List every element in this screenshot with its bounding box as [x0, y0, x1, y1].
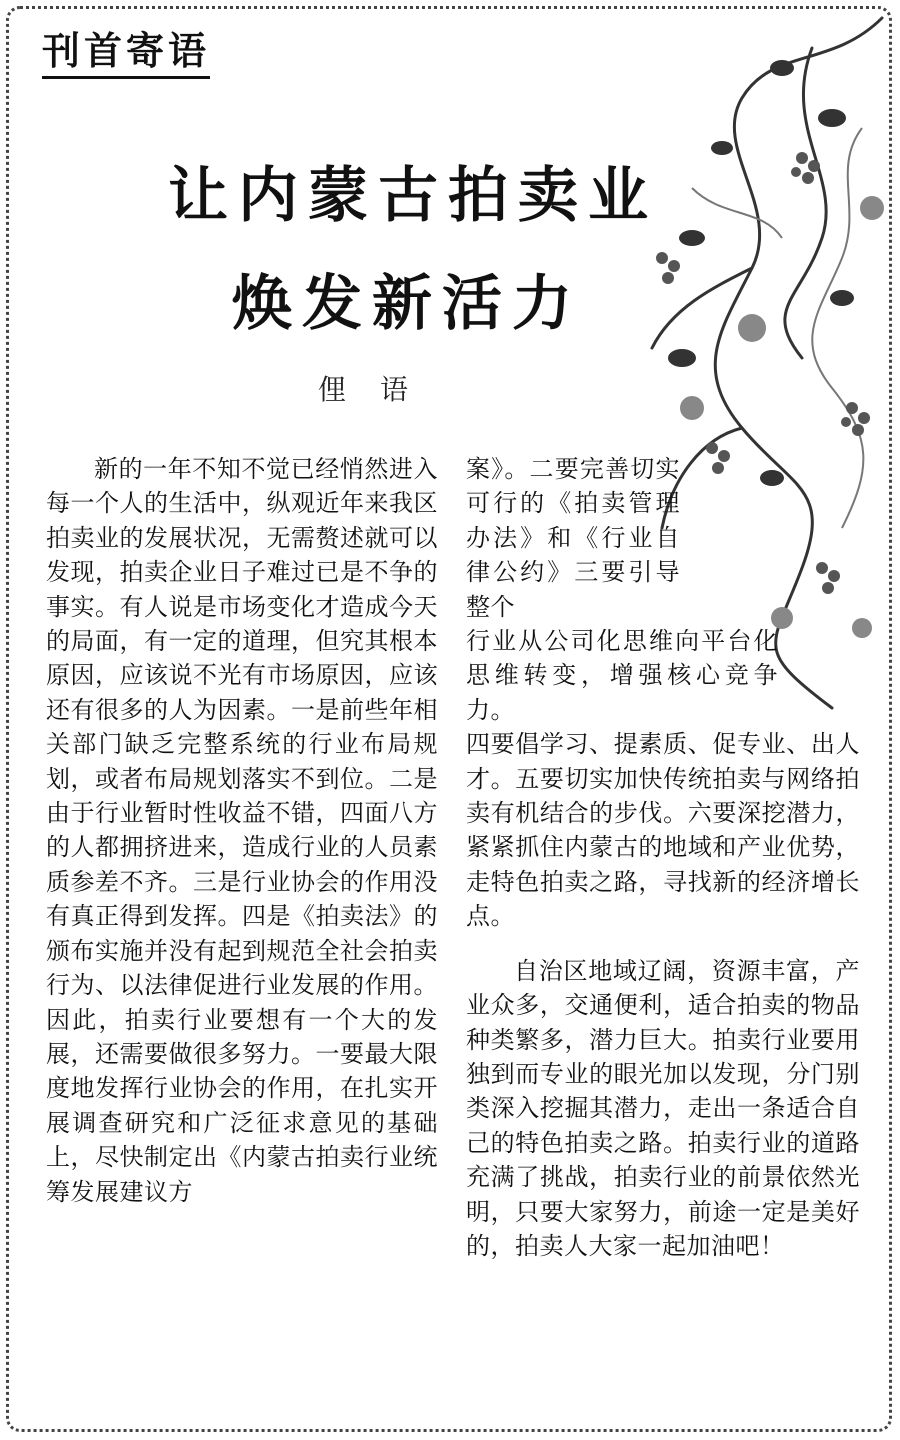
- body-right-narrow-1: 案》。二要完善切实可行的《拍卖管理办法》和《行业自律公约》三要引导整个: [466, 455, 680, 621]
- column-label: 刊首寄语: [42, 32, 210, 79]
- body-left-column: 新的一年不知不觉已经悄然进入每一个人的生活中，纵观近年来我区拍卖业的发展状况，无需赘述就可以发现，拍卖企业日子难过已是不争的事实。有人说是市场变化才造成今天的局面，有一定的道理，但究其根本原因，应该说不光有市场原因，应该还有很多的人为因素。一是前些年相关部门缺乏完整系统的行业布局规划，或者布局规划落实不到位。二是由于行业暂时性收益不错，四面八方的人都拥挤进来，造成行业的人员素质参差不齐。三是行业协会的作用没有真正得到发挥。四是《拍卖法》的颁布实施并没有起到规范全社会拍卖行为、以法律促进行业发展的作用。因此，拍卖行业要想有一个大的发展，还需要做很多努力。一要最大限度地发挥行业协会的作用，在扎实开展调查研究和广泛征求意见的基础上，尽快制定出《内蒙古拍卖行业统筹发展建议方: [46, 455, 438, 1206]
- article-title-line-2: 焕发新活力: [232, 269, 582, 339]
- body-right-full-1: 四要倡学习、提素质、促专业、出人才。五要切实加快传统拍卖与网络拍卖有机结合的步伐。六要深挖潜力，紧紧抓住内蒙古的地域和产业优势，走特色拍卖之路，寻找新的经济增长点。: [466, 730, 860, 931]
- author-name: 俚语: [318, 373, 443, 406]
- body-right-column: [466, 452, 860, 1263]
- article-title-line-1: 让内蒙古拍卖业: [168, 161, 658, 231]
- body-right-paragraph-2: 自治区地域辽阔，资源丰富，产业众多，交通便利，适合拍卖的物品种类繁多，潜力巨大。拍卖行业要用独到而专业的眼光加以发现，分门别类深入挖掘其潜力，走出一条适合自己的特色拍卖之路。拍卖行业的道路充满了挑战，拍卖行业的前景依然光明，只要大家努力，前途一定是美好的，拍卖人大家一起加油吧！: [466, 956, 860, 1260]
- body-right-narrow-2: 行业从公司化思维向平台化思维转变，增强核心竞争力。: [466, 627, 778, 724]
